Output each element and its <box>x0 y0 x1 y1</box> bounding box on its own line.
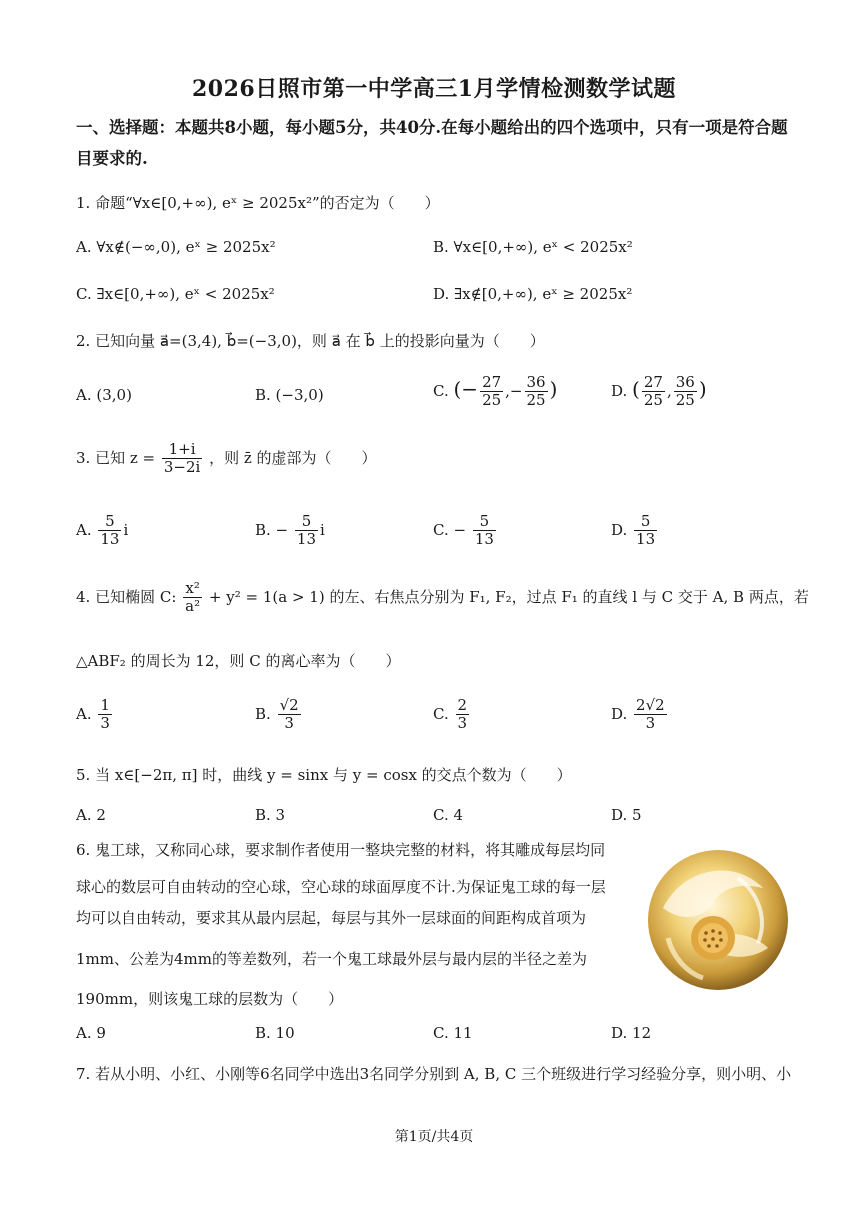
q2-option-c: C. (− $\frac{27}{25}$ ,− $\frac{36}{25}$ ) <box>433 373 558 410</box>
question-4-stem <box>76 580 809 616</box>
q6-line-4: 1mm、公差为4mm的等差数列，若一个鬼工球最外层与最内层的半径之差为 <box>76 950 587 968</box>
q6-line-3: 均可以自由转动，要求其从最内层起，每层与其外一层球面的间距构成首项为 <box>76 909 587 927</box>
q2-option-c-label: C. <box>433 381 449 400</box>
question-3-stem <box>76 441 377 477</box>
q5-option-d: D. 5 <box>611 806 642 824</box>
q3-d-label: D. <box>611 520 628 539</box>
q3-option-b <box>255 513 325 549</box>
q4-option-a <box>76 697 114 733</box>
q2-option-a: A. (3,0) <box>76 386 132 404</box>
q3-option-d <box>611 513 659 549</box>
q6-line-2: 球心的数层可自由转动的空心球，空心球的球面厚度不计.为保证鬼工球的每一层 <box>76 878 606 896</box>
q3-b-suffix: i <box>320 520 325 539</box>
q1-option-a: A. ∀x∉(−∞,0), eˣ ≥ 2025x² <box>76 238 276 256</box>
q4-stem-prefix: 4. 已知椭圆 C: <box>76 587 177 606</box>
q6-option-b: B. 10 <box>255 1024 295 1042</box>
question-4-line2: △ABF₂ 的周长为 12，则 C 的离心率为（ ） <box>76 652 401 670</box>
q3-c-den: 13 <box>474 530 494 549</box>
q3-b-den: 13 <box>296 530 317 549</box>
q2-d-den1: 25 <box>643 391 663 410</box>
q4-d-den: 3 <box>645 714 656 733</box>
section-heading: 一、选择题：本题共8小题，每小题5分，共40分.在每小题给出的四个选项中，只有一项是符合题目要求的. <box>76 118 788 168</box>
q4-b-label: B. <box>255 704 271 723</box>
q4-a-num: 1 <box>100 696 110 714</box>
q4-a-den: 3 <box>100 714 110 733</box>
q2-option-b: B. (−3,0) <box>255 386 324 404</box>
q5-option-a: A. 2 <box>76 806 106 824</box>
q5-option-c: C. 4 <box>433 806 464 824</box>
ghost-ball-image <box>643 848 793 993</box>
q6-option-d: D. 12 <box>611 1024 652 1042</box>
q4-c-label: C. <box>433 704 449 723</box>
q2-c-den1: 25 <box>482 391 502 410</box>
q6-line-1: 6. 鬼工球，又称同心球，要求制作者使用一整块完整的材料，将其雕成每层均同 <box>76 841 606 859</box>
q4-a-label: A. <box>76 704 92 723</box>
q3-option-c <box>433 513 498 549</box>
q1-option-b: B. ∀x∈[0,+∞), eˣ < 2025x² <box>433 238 633 256</box>
q2-d-den2: 25 <box>675 391 695 410</box>
q3-den: 3−2i <box>163 458 201 477</box>
page-footer: 第1页/共4页 <box>394 1129 474 1145</box>
q4-stem-suffix: + y² = 1(a > 1) 的左、右焦点分别为 F₁, F₂，过点 F₁ 的直线 l 与 C 交于 A, B 两点，若 <box>208 587 809 606</box>
q2-d-num1: 27 <box>643 373 663 391</box>
q6-option-c: C. 11 <box>433 1024 473 1042</box>
q3-option-a <box>76 513 128 549</box>
question-5-stem: 5. 当 x∈[−2π, π] 时，曲线 y = sinx 与 y = cosx 的交点个数为（ ） <box>76 766 572 784</box>
q1-option-d: D. ∃x∉[0,+∞), eˣ ≥ 2025x² <box>433 285 633 303</box>
q2-c-num2: 36 <box>526 373 546 391</box>
q2-option-d: D. ( $\frac{27}{25}$ , $\frac{36}{25}$ ) <box>611 373 707 410</box>
q4-option-d <box>611 697 669 733</box>
q2-c-num1: 27 <box>482 373 502 391</box>
q3-stem-suffix: ，则 z̄ 的虚部为（ ） <box>209 448 377 467</box>
question-7-stem: 7. 若从小明、小红、小刚等6名同学中选出3名同学分别到 A, B, C 三个班级进行学习经验分享，则小明、小 <box>76 1065 792 1083</box>
q2-c-den2: 25 <box>526 391 546 410</box>
q3-a-suffix: i <box>123 520 129 539</box>
q3-b-num: 5 <box>295 513 318 531</box>
q4-den: a² <box>185 597 201 616</box>
q3-d-num: 5 <box>634 513 657 531</box>
q1-option-c: C. ∃x∈[0,+∞), eˣ < 2025x² <box>76 285 275 303</box>
q4-option-c <box>433 697 471 733</box>
q3-num: 1+i <box>162 441 202 459</box>
q2-d-num2: 36 <box>675 373 695 391</box>
question-2-stem: 2. 已知向量 a⃗=(3,4), b⃗=(−3,0)，则 a⃗ 在 b⃗ 上的投影向量为（ ） <box>76 332 545 350</box>
q2-option-d-label: D. <box>611 381 628 400</box>
q4-d-label: D. <box>611 704 628 723</box>
q3-a-label: A. <box>76 520 92 539</box>
q6-option-a: A. 9 <box>76 1024 106 1042</box>
q3-a-num: 5 <box>98 513 121 531</box>
q3-c-num: 5 <box>473 513 496 531</box>
q5-option-b: B. 3 <box>255 806 286 824</box>
q3-b-label: B. − <box>255 520 289 539</box>
question-1-stem: 1. 命题“∀x∈[0,+∞), eˣ ≥ 2025x²”的否定为（ ） <box>76 194 440 212</box>
q3-d-den: 13 <box>636 530 656 549</box>
q4-option-b <box>255 697 303 733</box>
q4-d-num: 2√2 <box>636 696 665 714</box>
q4-c-den: 3 <box>457 714 468 733</box>
q4-b-den: 3 <box>284 714 294 733</box>
q3-stem-prefix: 3. 已知 z = <box>76 448 156 467</box>
q6-line-5: 190mm，则该鬼工球的层数为（ ） <box>76 990 344 1008</box>
q3-a-den: 13 <box>100 530 120 549</box>
q3-c-label: C. − <box>433 520 467 539</box>
q4-c-num: 2 <box>457 696 468 714</box>
q4-b-num: √2 <box>279 696 299 714</box>
page-title: 2026日照市第一中学高三1月学情检测数学试题 <box>191 76 677 102</box>
q4-num: x² <box>183 580 202 598</box>
